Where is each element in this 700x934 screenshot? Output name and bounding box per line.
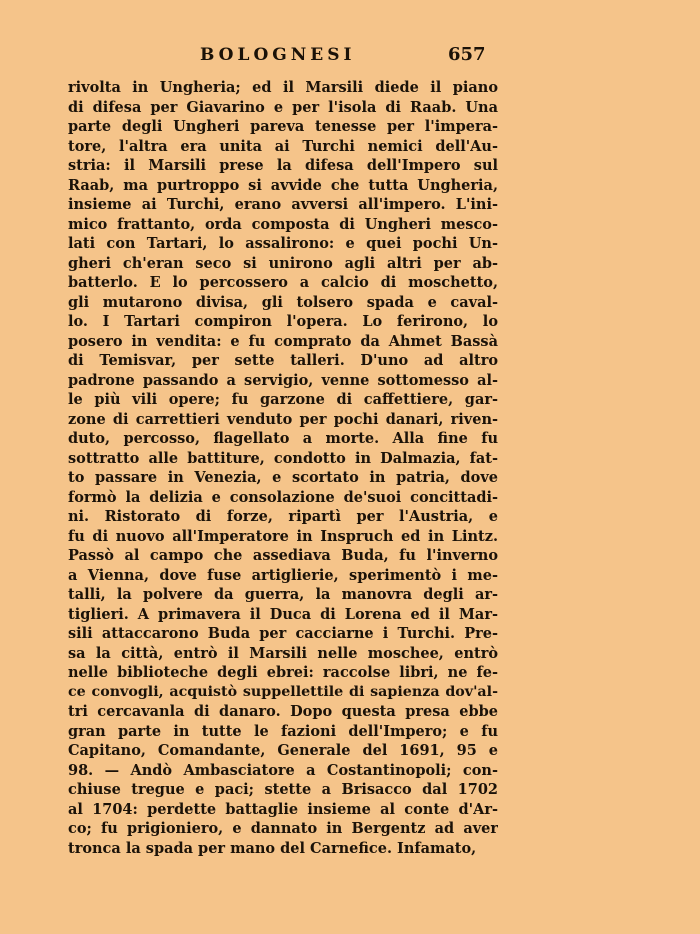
text-line: tronca la spada per mano del Carnefice. Infamato,	[68, 839, 477, 857]
text-line: gli mutarono divisa, gli tolsero spada e caval-	[68, 293, 498, 311]
text-line: mico frattanto, orda composta di Ungheri mesco-	[68, 215, 498, 233]
page-header	[68, 44, 498, 68]
text-line: insieme ai Turchi, erano avversi all'impero. L'ini-	[68, 196, 498, 213]
text-line: Capitano, Comandante, Generale del 1691, 95 e	[68, 742, 498, 759]
text-line: ni. Ristorato di forze, ripartì per l'Austria, e	[68, 508, 498, 525]
text-line: formò la delizia e consolazione de'suoi concittadi-	[68, 488, 498, 506]
text-line: duto, percosso, flagellato a morte. Alla fine fu	[68, 430, 498, 447]
text-line: co; fu prigioniero, e dannato in Bergentz ad aver	[68, 820, 498, 837]
text-line: al 1704: perdette battaglie insieme al conte d'Ar-	[68, 800, 498, 818]
text-line: rivolta in Ungheria; ed il Marsili diede il piano	[68, 79, 498, 96]
text-line: to passare in Venezia, e scortato in patria, dove	[68, 469, 498, 486]
text-line: fu di nuovo all'Imperatore in Inspruch ed in Lintz.	[68, 527, 498, 545]
text-line: lo. I Tartari compiron l'opera. Lo ferirono, lo	[68, 313, 498, 330]
text-line: chiuse tregue e paci; stette a Brisacco dal 1702	[68, 781, 498, 798]
text-line: le più vili opere; fu garzone di caffettiere, gar-	[68, 391, 498, 408]
text-line: posero in vendita: e fu comprato da Ahmet Bassà	[68, 332, 498, 350]
running-head: BOLOGNESI	[200, 45, 356, 65]
page-number: 657	[448, 44, 486, 65]
text-line: 98. — Andò Ambasciatore a Costantinopoli; con-	[68, 761, 498, 779]
text-line: tri cercavanla di danaro. Dopo questa presa ebbe	[68, 703, 498, 720]
text-line: lati con Tartari, lo assalirono: e quei pochi Un-	[68, 235, 498, 252]
text-line: talli, la polvere da guerra, la manovra degli ar-	[68, 586, 498, 603]
text-line: zone di carrettieri venduto per pochi danari, riven-	[68, 410, 498, 428]
text-line: sili attaccarono Buda per cacciarne i Turchi. Pre-	[68, 625, 498, 642]
text-line: tiglieri. A primavera il Duca di Lorena ed il Mar-	[68, 605, 498, 623]
text-line: Passò al campo che assediava Buda, fu l'inverno	[68, 547, 498, 564]
body-text	[68, 78, 498, 858]
text-line: gheri ch'eran seco si unirono agli altri per ab-	[68, 254, 498, 272]
text-line: di Temisvar, per sette talleri. D'uno ad altro	[68, 352, 498, 369]
text-line: ce convogli, acquistò suppellettile di sapienza dov'al-	[68, 683, 498, 700]
text-line: Raab, ma purtroppo si avvide che tutta Ungheria,	[68, 176, 498, 194]
text-line: nelle biblioteche degli ebrei: raccolse libri, ne fe-	[68, 664, 498, 681]
text-line: di difesa per Giavarino e per l'isola di Raab. Una	[68, 98, 498, 116]
text-line: sa la città, entrò il Marsili nelle moschee, entrò	[68, 644, 498, 662]
text-line: padrone passando a servigio, venne sottomesso al-	[68, 371, 498, 389]
text-line: gran parte in tutte le fazioni dell'Impero; e fu	[68, 722, 498, 740]
text-line: parte degli Ungheri pareva tenesse per l'impera-	[68, 118, 498, 135]
text-line: tore, l'altra era unita ai Turchi nemici dell'Au-	[68, 137, 498, 155]
text-line: stria: il Marsili prese la difesa dell'Impero sul	[68, 157, 498, 174]
text-line: batterlo. E lo percossero a calcio di moschetto,	[68, 274, 498, 291]
text-line: sottratto alle battiture, condotto in Dalmazia, fat-	[68, 449, 498, 467]
text-line: a Vienna, dove fuse artiglierie, sperimentò i me-	[68, 566, 498, 584]
